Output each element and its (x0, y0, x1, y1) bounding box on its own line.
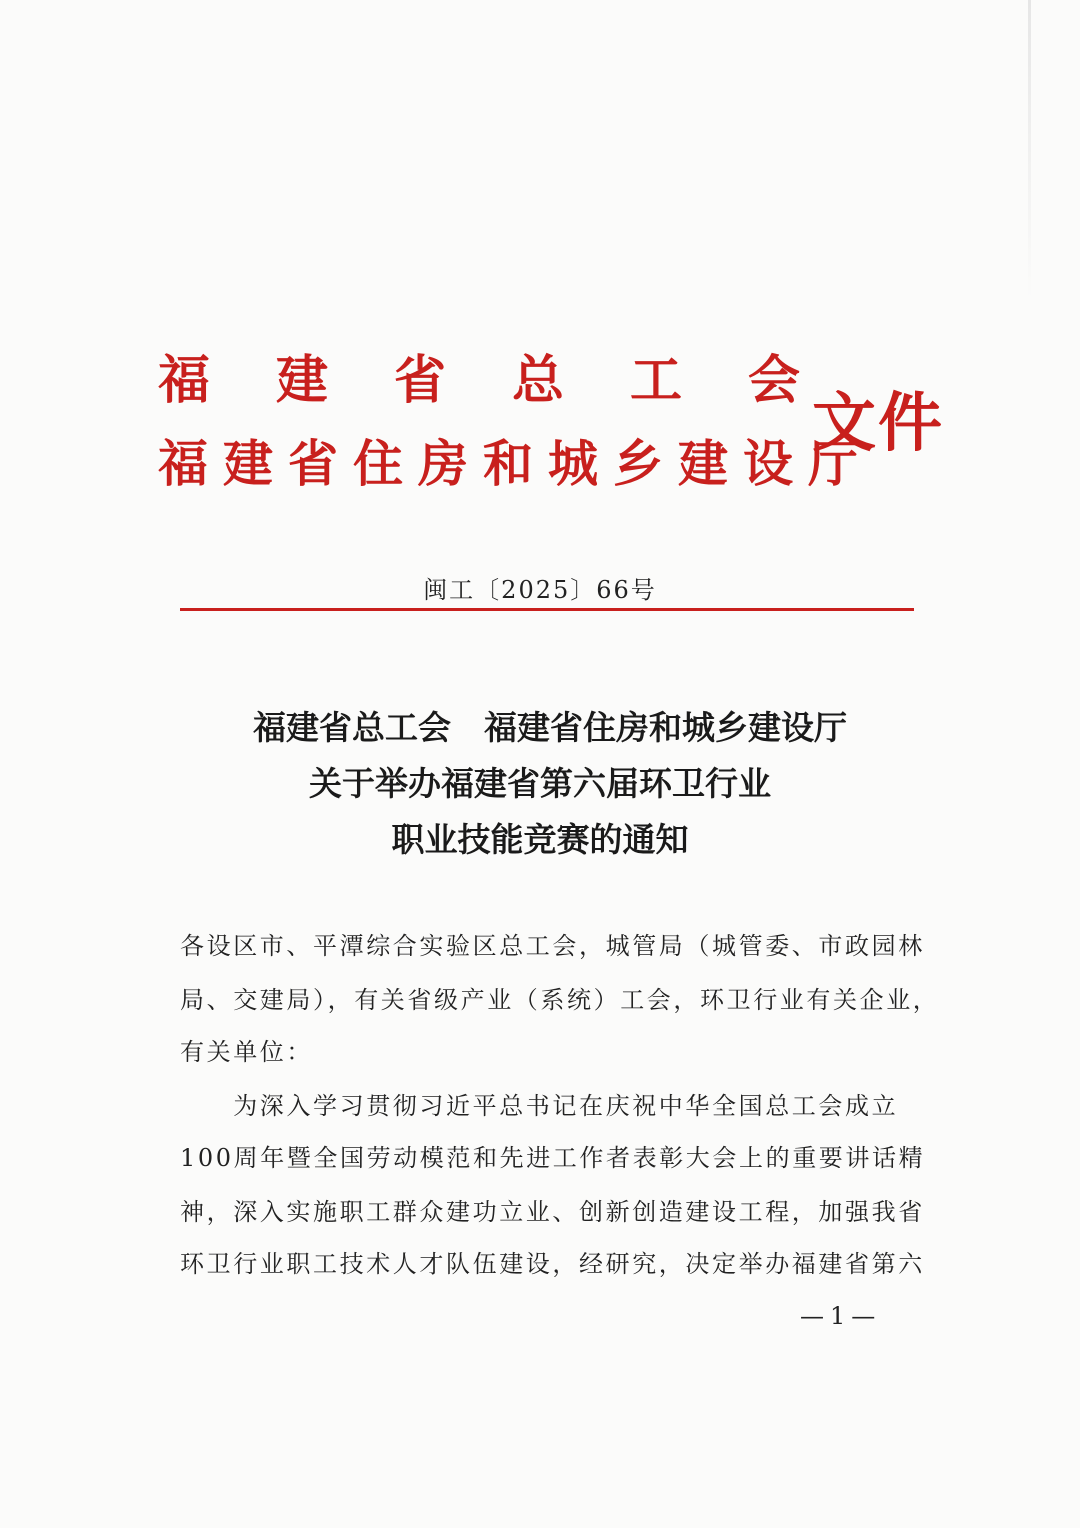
body-line-3: 神，深入实施职工群众建功立业、创新创造建设工程，加强我省 (180, 1198, 925, 1226)
body-line-2: 100周年暨全国劳动模范和先进工作者表彰大会上的重要讲话精 (180, 1144, 926, 1172)
recipients-line-3: 有关单位： (180, 1038, 313, 1066)
red-divider-line (180, 608, 914, 611)
document-title (0, 700, 1080, 868)
body-line-1: 为深入学习贯彻习近平总书记在庆祝中华全国总工会成立 (180, 1092, 899, 1120)
title-line-2: 关于举办福建省第六届环卫行业 (309, 764, 771, 803)
page-number: —1— (800, 1302, 882, 1330)
recipients-line-1: 各设区市、平潭综合实验区总工会，城管局（城管委、市政园林 (180, 932, 925, 960)
header-org-line-2: 福建省住房和城乡建设厅 (158, 434, 873, 493)
body-line-4: 环卫行业职工技术人才队伍建设，经研究，决定举办福建省第六 (180, 1250, 925, 1278)
title-line-3: 职业技能竞赛的通知 (391, 820, 689, 859)
title-line-1: 福建省总工会 福建省住房和城乡建设厅 (253, 708, 847, 747)
scan-edge-shadow (1028, 0, 1031, 300)
header-doc-type: 文件 (812, 386, 944, 461)
recipients-line-2: 局、交建局），有关省级产业（系统）工会，环卫行业有关企业， (180, 986, 940, 1014)
document-number: 闽工〔2025〕66号 (423, 576, 657, 604)
header-org-line-1: 福建省总工会 (158, 350, 867, 411)
